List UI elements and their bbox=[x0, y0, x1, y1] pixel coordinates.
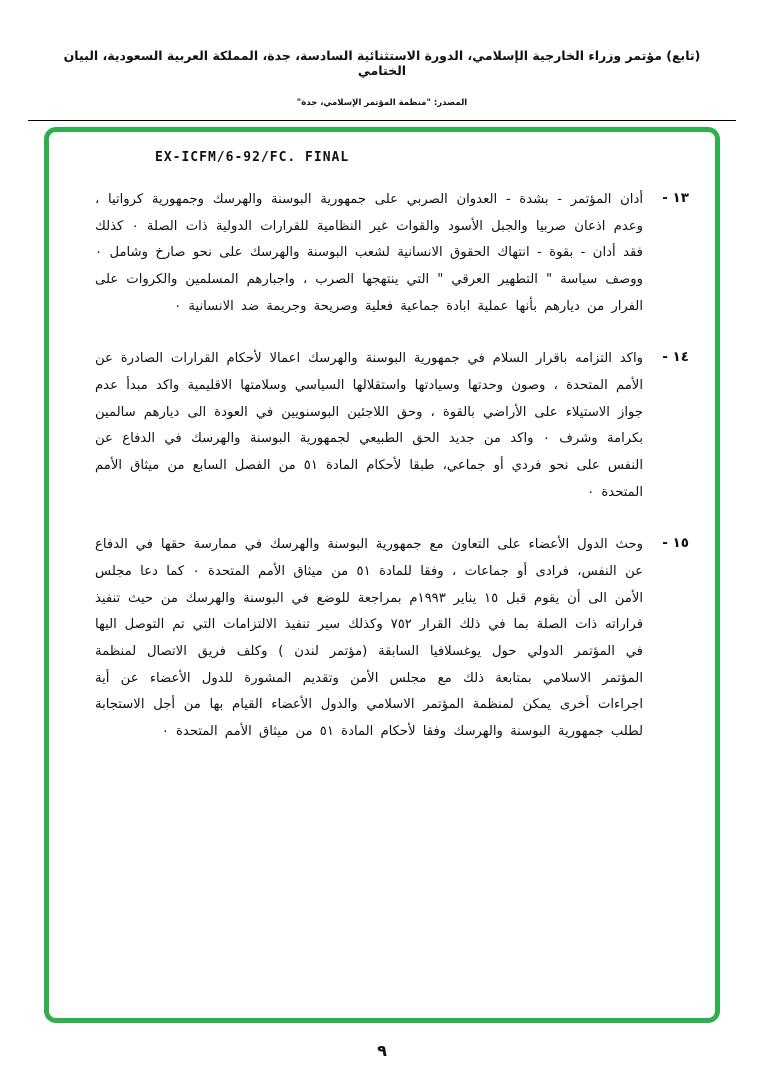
header-source: المصدر: "منظمة المؤتمر الإسلامي، جدة" bbox=[296, 98, 468, 108]
paragraph-13-text: أدان المؤتمر - بشدة - العدوان الصربي على جمهورية البوسنة والهرسك وجمهورية كرواتيا ، وعدم اذعان صربيا والجبل الأسود والقوات غير النظامية للقرارات الدولية ذات الصلة ٠ كذلك فقد أدان - بقوة - انتهاك الحقوق الانسانية لشعب البوسنة والهرسك على نحو صارخ وشامل ٠ ووصف سياسة " التطهير العرقي " التي ينتهجها الصرب ، واجبارهم المسلمين والكروات على الفرار من ديارهم بأنها عملية ابادة جماعية فعلية وصريحة وجريمة ضد الانسانية ٠ bbox=[95, 192, 643, 314]
paragraph-13-marker: ١٣ - bbox=[662, 190, 689, 206]
page-number: ٩ bbox=[377, 1041, 387, 1060]
document-reference: EX-ICFM/6-92/FC. FINAL bbox=[155, 150, 350, 165]
header-divider bbox=[28, 120, 736, 121]
paragraph-14-text: واكد التزامه باقرار السلام في جمهورية البوسنة والهرسك اعمالا لأحكام القرارات الصادرة عن الأمم المتحدة ، وصون وحدتها وسيادتها واستقلالها السياسي وسلامتها الاقليمية واكد مبدأ عدم جواز الاستيلاء على الأراضي بالقوة ، وحق اللاجئين البوسنويين في العودة الى ديارهم سالمين بكرامة وشرف ٠ واكد من جديد الحق الطبيعي لجمهورية البوسنة والهرسك في الدفاع عن النفس على نحو فردي أو جماعي، طبقا لأحكام المادة ٥١ من الفصل السابع من ميثاق الأمم المتحدة ٠ bbox=[95, 351, 643, 500]
paragraph-15-text: وحث الدول الأعضاء على التعاون مع جمهورية البوسنة والهرسك في ممارسة حقها في الدفاع عن النفس، فرادى أو جماعات ، وفقا للمادة ٥١ من ميثاق الأمم المتحدة ٠ كما دعا مجلس الأمن الى أن يقوم قبل ١٥ يناير ١٩٩٣م بمراجعة للوضع في البوسنة والهرسك من حيث تنفيذ قراراته ذات الصلة بما في ذلك القرار ٧٥٢ وكذلك سير تنفيذ الالتزامات التي تم التوصل اليها في المؤتمر الدولي حول يوغسلافيا السابقة (مؤتمر لندن ) وكلف فريق الاتصال لمنظمة المؤتمر الاسلامي بمتابعة ذلك مع مجلس الأمن وتقديم المشورة للدول الأعضاء عن أية اجراءات أخرى يمكن لمنظمة المؤتمر الاسلامي والدول الأعضاء القيام بها من أجل الاستجابة لطلب جمهورية البوسنة والهرسك وفقا لأحكام المادة ٥١ من ميثاق الأمم المتحدة ٠ bbox=[95, 537, 644, 739]
page-header bbox=[0, 0, 764, 108]
paragraph-15-marker: ١٥ - bbox=[662, 535, 689, 552]
paragraph-13 bbox=[95, 187, 689, 320]
paragraph-15 bbox=[95, 532, 689, 745]
paragraph-14-marker: ١٤ - bbox=[662, 349, 689, 366]
header-title: (تابع) مؤتمر وزراء الخارجية الإسلامي، الدورة الاستثنائية السادسة، جدة، المملكة العربية السعودية، البيان الختامي bbox=[63, 48, 701, 78]
paragraph-14 bbox=[95, 346, 689, 506]
document-border-box bbox=[44, 127, 720, 1023]
